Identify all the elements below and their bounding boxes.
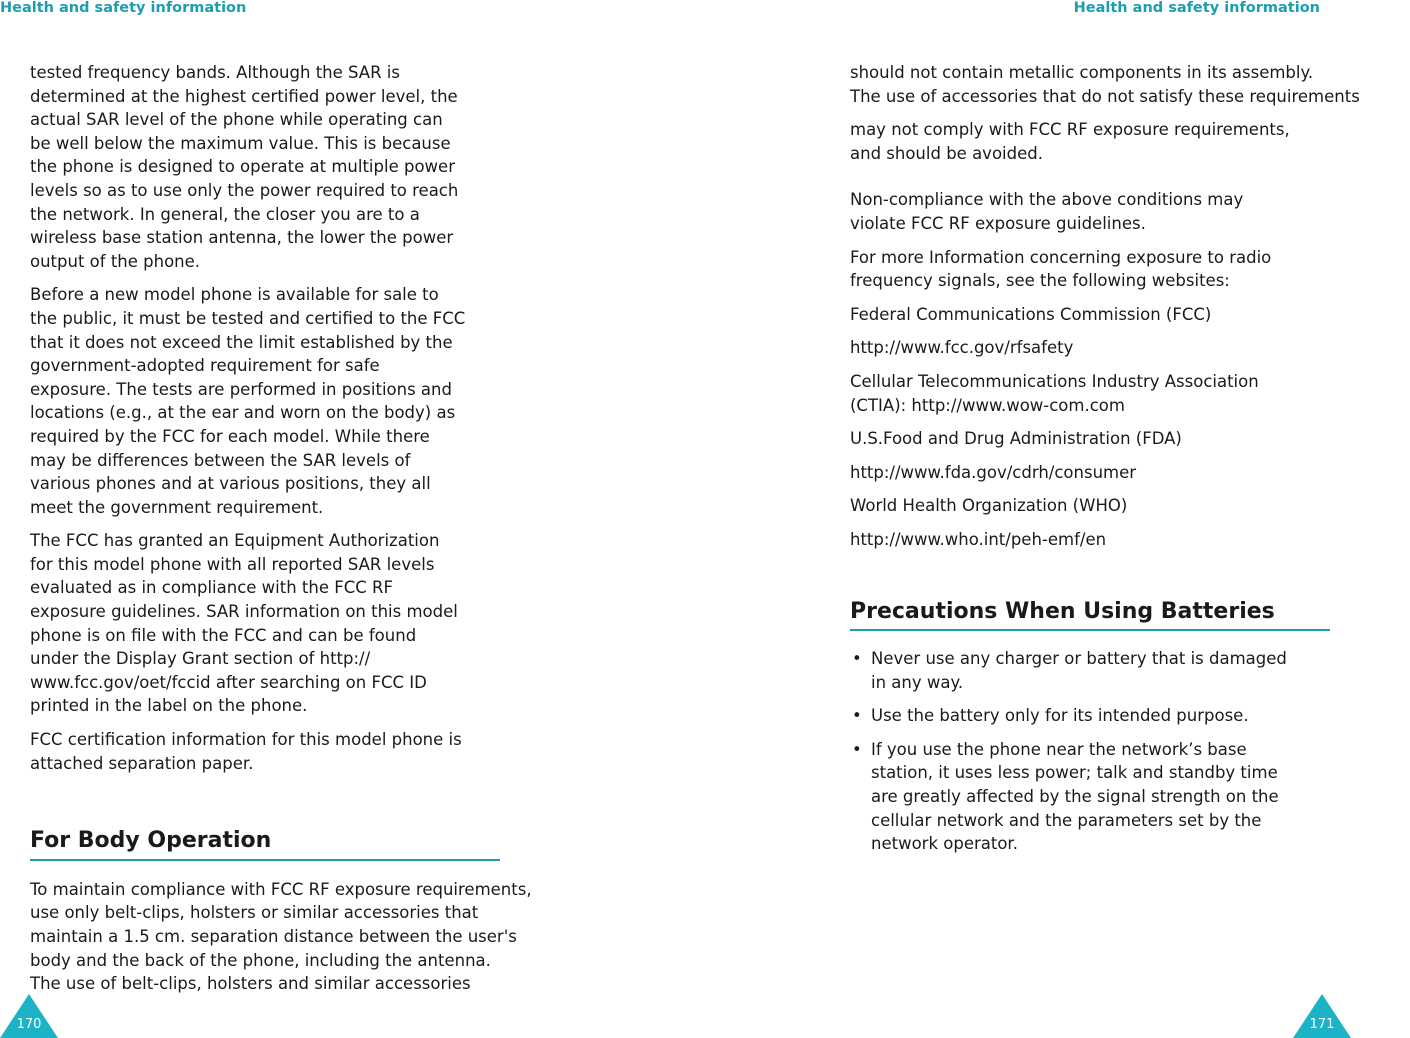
paragraph: Cellular Telecommunications Industry Association (CTIA): http://www.wow-com.com xyxy=(850,371,1259,415)
list-item-text: Use the battery only for its intended purpose. xyxy=(871,706,1249,726)
list-item-text: If you use the phone near the network’s base station, it uses less power; talk and standby time are greatly affected by the signal strength on the cellular network and the parameters set by the network operator. xyxy=(871,739,1279,854)
paragraph: For more Information concerning exposure to radio frequency signals, see the following websites: xyxy=(850,247,1272,291)
bullet-icon: • xyxy=(852,739,862,759)
section-heading-batteries: Precautions When Using Batteries xyxy=(850,600,1330,632)
paragraph: may not comply with FCC RF exposure requirements, and should be avoided. xyxy=(850,120,1290,163)
left-column xyxy=(30,61,532,1006)
bullet-list xyxy=(850,647,1330,856)
list-item xyxy=(850,738,1330,856)
bullet-icon: • xyxy=(852,649,862,669)
list-item xyxy=(850,704,1330,728)
paragraph: tested frequency bands. Although the SAR is determined at the highest certified power level, the actual SAR level of the phone while operating can be well below the maximum value. This is because the phone is designed to operate at multiple power levels so as to use only the power required to reach the network. In general, the closer you are to a wireless base station antenna, the lower the power output of the phone. xyxy=(30,63,459,271)
section-heading-body-operation: For Body Operation xyxy=(30,829,500,861)
paragraph: Non-compliance with the above conditions may violate FCC RF exposure guidelines. xyxy=(850,190,1244,233)
right-column xyxy=(850,61,1360,866)
page-number-badge xyxy=(0,994,58,1038)
page-number: 171 xyxy=(1309,1017,1335,1032)
running-head: Health and safety information xyxy=(0,0,247,16)
paragraph: World Health Organization (WHO) xyxy=(850,496,1128,516)
paragraph: The FCC has granted an Equipment Authorization for this model phone with all reported SAR levels evaluated as in compliance with the FCC RF exposure guidelines. SAR information on this model phone is on file with the FCC and can be found under the Display Grant section of http:// www.fcc.gov/oet/fccid after searching on FCC ID printed in the label on the phone. xyxy=(30,531,458,716)
paragraph: FCC certification information for this model phone is attached separation paper. xyxy=(30,730,462,773)
link-text: http://www.who.int/peh-emf/en xyxy=(850,529,1107,549)
right-page xyxy=(705,0,1410,1038)
page-number-badge xyxy=(1293,994,1351,1038)
link-text: http://www.fda.gov/cdrh/consumer xyxy=(850,462,1137,482)
paragraph: To maintain compliance with FCC RF exposure requirements, use only belt-clips, holsters or similar accessories that maintain a 1.5 cm. separation distance between the user's body and the back of the phone, including the antenna. The use of belt-clips, holsters and similar accessories xyxy=(30,879,532,994)
paragraph: should not contain metallic components in its assembly. The use of accessories that do not satisfy these requirements xyxy=(850,63,1360,106)
page-number: 170 xyxy=(16,1017,42,1032)
list-item xyxy=(850,647,1330,694)
paragraph: U.S.Food and Drug Administration (FDA) xyxy=(850,429,1182,449)
list-item-text: Never use any charger or battery that is damaged in any way. xyxy=(871,649,1287,692)
running-head: Health and safety information xyxy=(1073,0,1320,16)
bullet-icon: • xyxy=(852,706,862,726)
paragraph: Before a new model phone is available for sale to the public, it must be tested and certified to the FCC that it does not exceed the limit established by the government-adopted requirement for safe exposure. The tests are performed in positions and locations (e.g., at the ear and worn on the body) as required by the FCC for each model. While there may be differences between the SAR levels of various phones and at various positions, they all meet the government requirement. xyxy=(30,285,466,517)
paragraph: Federal Communications Commission (FCC) xyxy=(850,304,1212,324)
link-text: http://www.fcc.gov/rfsafety xyxy=(850,338,1074,358)
